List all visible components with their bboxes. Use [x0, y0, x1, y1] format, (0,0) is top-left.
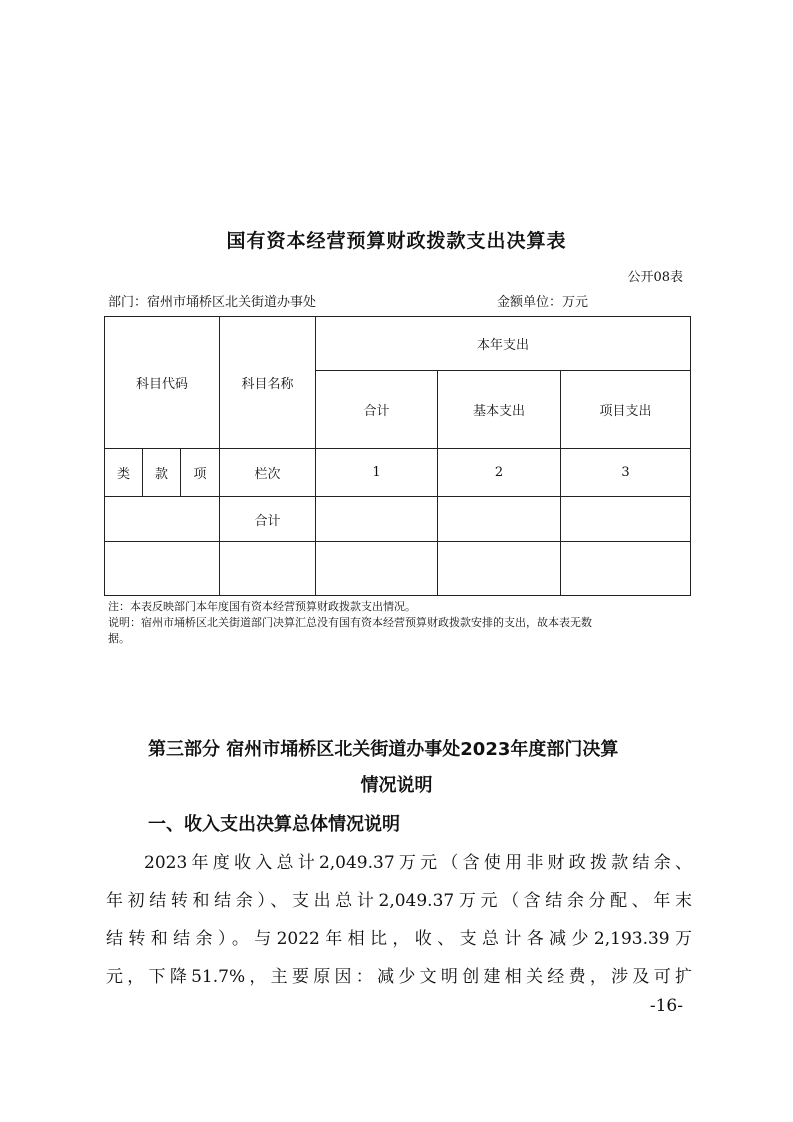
paragraph-line-1: 2023年度收入总计2,049.37万元（含使用非财政拨款结余、	[144, 853, 692, 873]
header-total: 合计	[316, 371, 438, 449]
column-number-3: 3	[561, 449, 691, 497]
expenditure-table	[104, 316, 691, 596]
paragraph-line-3: 结转和结余）。与2022年相比，收、支总计各减少2,193.39万	[106, 929, 692, 949]
page-number: -16-	[649, 996, 683, 1016]
table-note: 注：本表反映部门本年度国有资本经营预算财政拨款支出情况。	[108, 600, 416, 613]
total-row-basic	[438, 497, 561, 542]
empty-row-code	[105, 542, 220, 596]
part3-heading: 第三部分 宿州市埇桥区北关街道办事处2023年度部门决算	[148, 739, 619, 760]
paragraph-line-2: 年初结转和结余）、支出总计2,049.37万元（含结余分配、年末	[106, 891, 692, 911]
empty-row-basic	[438, 542, 561, 596]
part3-heading-cont: 情况说明	[360, 775, 433, 796]
unit-label: 金额单位：万元	[497, 295, 589, 310]
total-row-label: 合计	[220, 497, 316, 542]
row-label-lanci: 栏次	[220, 449, 316, 497]
header-basic-expense: 基本支出	[438, 371, 561, 449]
row-label-kuan: 款	[143, 449, 181, 497]
row-label-lei: 类	[105, 449, 143, 497]
column-number-1: 1	[316, 449, 438, 497]
total-row-code	[105, 497, 220, 542]
department-label: 部门：宿州市埇桥区北关街道办事处	[108, 295, 317, 310]
header-project-expense: 项目支出	[561, 371, 691, 449]
total-row-project	[561, 497, 691, 542]
table-title: 国有资本经营预算财政拨款支出决算表	[226, 230, 567, 252]
table-explanation-cont: 据。	[108, 632, 130, 645]
header-subject-name: 科目名称	[220, 317, 316, 449]
header-subject-code: 科目代码	[105, 317, 220, 449]
row-label-xiang: 项	[181, 449, 220, 497]
empty-row-project	[561, 542, 691, 596]
empty-row-name	[220, 542, 316, 596]
total-row-sum	[316, 497, 438, 542]
column-number-2: 2	[438, 449, 561, 497]
section1-heading: 一、收入支出决算总体情况说明	[148, 814, 400, 835]
form-number: 公开08表	[627, 270, 683, 285]
table-explanation: 说明：宿州市埇桥区北关街道部门决算汇总没有国有资本经营预算财政拨款安排的支出，故本表无数	[108, 616, 592, 629]
paragraph-line-4: 元，下降51.7%，主要原因：减少文明创建相关经费，涉及可扩	[106, 967, 692, 987]
empty-row-sum	[316, 542, 438, 596]
header-year-expense: 本年支出	[316, 317, 691, 371]
